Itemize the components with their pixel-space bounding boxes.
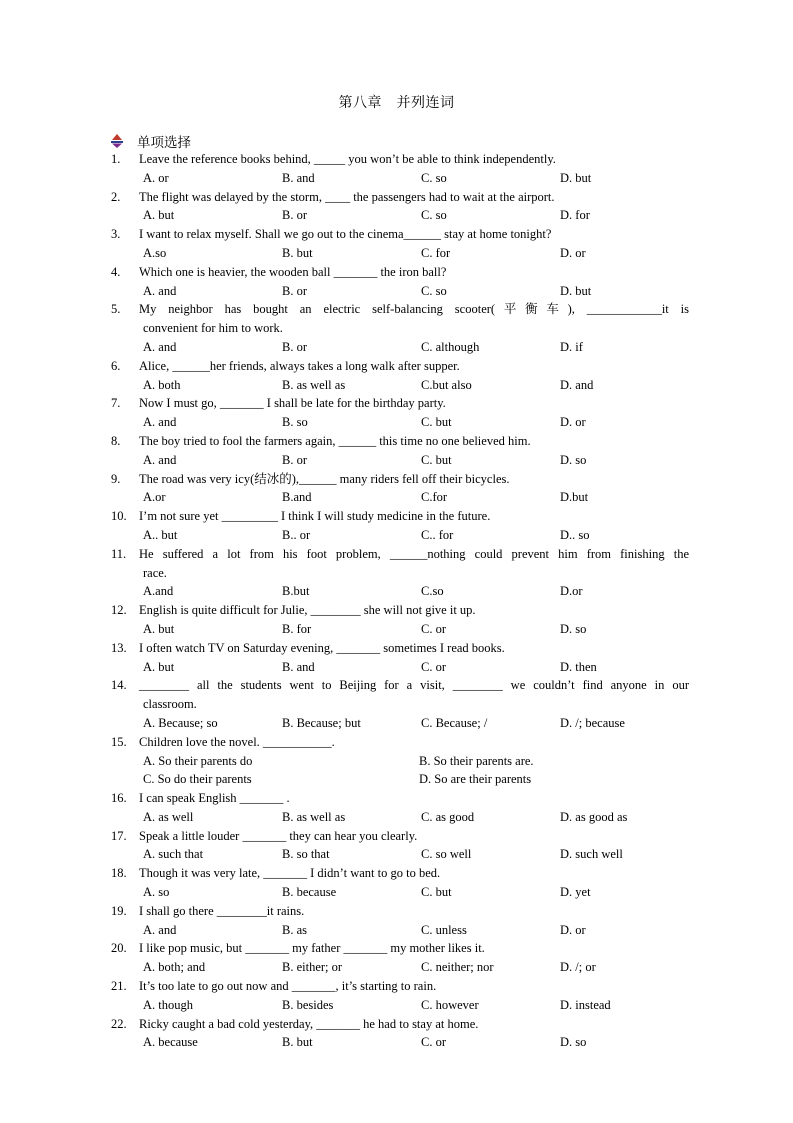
bullet-arrow-icon (111, 134, 123, 148)
answer-option: C. so (421, 208, 447, 223)
question-text: The flight was delayed by the storm, ____ the passengers had to wait at the airport. (139, 189, 555, 204)
question-text: I often watch TV on Saturday evening, _______ sometimes I read books. (139, 640, 505, 655)
question-row (111, 827, 689, 846)
question-number: 14. (111, 678, 127, 693)
answer-option: C.for (421, 490, 448, 505)
question-number: 2. (111, 189, 121, 204)
answer-option: B. because (282, 885, 337, 900)
question-number: 9. (111, 471, 121, 486)
question-row (111, 639, 689, 658)
question-number: 4. (111, 264, 121, 279)
answer-option: B. or (282, 208, 307, 223)
question-item (111, 902, 689, 940)
question-text-continued: convenient for him to work. (143, 321, 283, 336)
answer-option: A. because (143, 1035, 198, 1050)
answer-option: B. either; or (282, 960, 343, 975)
question-number: 6. (111, 358, 121, 373)
answer-option: B. and (282, 170, 315, 185)
answer-option: D.but (560, 490, 589, 505)
question-number: 1. (111, 152, 121, 166)
options-row (111, 1033, 689, 1052)
answer-option: D. so (560, 1035, 587, 1050)
question-item (111, 470, 689, 508)
answer-option: D. as good as (560, 809, 628, 824)
answer-option: D. yet (560, 885, 591, 900)
answer-option: C. but (421, 415, 452, 430)
question-text: The boy tried to fool the farmers again, ______ this time no one believed him. (139, 433, 531, 448)
answer-option: B. but (282, 245, 313, 260)
question-row (111, 150, 689, 169)
answer-option: A. Because; so (143, 715, 218, 730)
question-text: Leave the reference books behind, _____ you won’t be able to think independently. (139, 152, 556, 166)
answer-option: D. So are their parents (419, 772, 532, 787)
answer-option: D. /; because (560, 715, 625, 730)
question-item (111, 1015, 689, 1053)
answer-option: D. instead (560, 997, 611, 1012)
answer-option: C. so well (421, 847, 472, 862)
question-row (111, 864, 689, 883)
question-item (111, 357, 689, 395)
answer-option: D. and (560, 377, 594, 392)
answer-option: B.and (282, 490, 312, 505)
question-item (111, 225, 689, 263)
options-row (111, 413, 689, 432)
question-item (111, 432, 689, 470)
answer-option: C. So do their parents (143, 772, 252, 787)
question-row (111, 902, 689, 921)
question-text: Alice, ______her friends, always takes a long walk after supper. (139, 358, 460, 373)
question-row (111, 357, 689, 376)
answer-option: B. So their parents are. (419, 753, 534, 768)
answer-option: D. but (560, 170, 592, 185)
question-row (111, 394, 689, 413)
question-text: Which one is heavier, the wooden ball _______ the iron ball? (139, 264, 447, 279)
answer-option: C. Because; / (421, 715, 488, 730)
question-item (111, 639, 689, 677)
answer-option: A. but (143, 621, 175, 636)
question-text: ________ all the students went to Beijing for a visit, ________ we couldn’t find anyone in our (139, 678, 689, 693)
question-text: Now I must go, _______ I shall be late for the birthday party. (139, 396, 446, 411)
answer-option: A. so (143, 885, 170, 900)
question-item (111, 789, 689, 827)
answer-option: B. besides (282, 997, 334, 1012)
answer-option: B. so that (282, 847, 330, 862)
answer-option: C. neither; nor (421, 960, 494, 975)
section-heading (111, 131, 191, 151)
answer-option: A. and (143, 339, 177, 354)
answer-option: B. Because; but (282, 715, 361, 730)
answer-option: A.so (143, 245, 167, 260)
options-row (111, 451, 689, 470)
question-row (111, 977, 689, 996)
question-number: 20. (111, 941, 127, 956)
question-item (111, 263, 689, 301)
answer-option: D. or (560, 245, 586, 260)
answer-option: D.or (560, 584, 583, 599)
question-text: My neighbor has bought an electric self-balancing scooter(平衡车), ____________it is (139, 302, 689, 317)
options-row (111, 488, 689, 507)
answer-option: C. but (421, 885, 452, 900)
question-item (111, 507, 689, 545)
options-row (111, 770, 689, 789)
question-item (111, 864, 689, 902)
options-row (111, 582, 689, 601)
question-text: Speak a little louder _______ they can hear you clearly. (139, 828, 418, 843)
question-row (111, 263, 689, 282)
answer-option: D. so (560, 452, 587, 467)
answer-option: B. or (282, 452, 307, 467)
answer-option: B. for (282, 621, 312, 636)
answer-option: B. and (282, 659, 315, 674)
question-number: 16. (111, 791, 127, 806)
question-item (111, 545, 689, 601)
options-row (111, 206, 689, 225)
question-text: Though it was very late, _______ I didn’t want to go to bed. (139, 866, 441, 881)
answer-option: C. or (421, 621, 446, 636)
answer-option: D. if (560, 339, 583, 354)
question-number: 17. (111, 828, 127, 843)
answer-option: C. so (421, 170, 447, 185)
question-item (111, 300, 689, 356)
question-text: He suffered a lot from his foot problem, ______nothing could prevent him from finishing the (139, 546, 689, 561)
question-item (111, 601, 689, 639)
answer-option: D. for (560, 208, 590, 223)
options-row (111, 996, 689, 1015)
question-text-continued: classroom. (143, 697, 197, 712)
question-list (111, 150, 689, 1052)
answer-option: A. and (143, 415, 177, 430)
answer-option: B. or (282, 339, 307, 354)
question-number: 22. (111, 1016, 127, 1031)
options-row (111, 244, 689, 263)
answer-option: C. so (421, 283, 447, 298)
answer-option: A. as well (143, 809, 194, 824)
options-row (111, 845, 689, 864)
options-row (111, 526, 689, 545)
question-row (111, 789, 689, 808)
options-row (111, 338, 689, 357)
options-row (111, 958, 689, 977)
page-title: 第八章 并列连词 (338, 96, 455, 111)
question-text: I’m not sure yet _________ I think I will study medicine in the future. (139, 509, 491, 524)
question-row (111, 601, 689, 620)
section-title: 单项选择 (137, 135, 191, 150)
answer-option: A. though (143, 997, 193, 1012)
question-number: 8. (111, 433, 121, 448)
question-text: I want to relax myself. Shall we go out to the cinema______ stay at home tonight? (139, 227, 552, 242)
question-number: 21. (111, 979, 127, 994)
question-number: 7. (111, 396, 121, 411)
answer-option: C. or (421, 659, 446, 674)
answer-option: B. as well as (282, 377, 346, 392)
question-row (111, 1015, 689, 1034)
answer-option: A. and (143, 922, 177, 937)
answer-option: B. or (282, 283, 307, 298)
question-row (111, 507, 689, 526)
answer-option: C.. for (421, 527, 454, 542)
answer-option: A. both (143, 377, 181, 392)
answer-option: B.. or (282, 527, 311, 542)
options-row (111, 169, 689, 188)
answer-option: A. and (143, 283, 177, 298)
answer-option: C. however (421, 997, 479, 1012)
question-text: Children love the novel. ___________. (139, 734, 335, 749)
question-text: Ricky caught a bad cold yesterday, _______ he had to stay at home. (139, 1016, 479, 1031)
question-row (111, 225, 689, 244)
question-item (111, 188, 689, 226)
options-row (111, 752, 689, 771)
answer-option: A. but (143, 208, 175, 223)
options-row (111, 282, 689, 301)
answer-option: D. or (560, 922, 586, 937)
question-row (111, 939, 689, 958)
answer-option: C.but also (421, 377, 472, 392)
answer-option: D. /; or (560, 960, 596, 975)
answer-option: C. although (421, 339, 480, 354)
question-text: I like pop music, but _______ my father _______ my mother likes it. (139, 941, 485, 956)
options-row (111, 658, 689, 677)
question-number: 5. (111, 302, 121, 317)
answer-option: A. such that (143, 847, 204, 862)
question-number: 3. (111, 227, 121, 242)
question-text: I shall go there ________it rains. (139, 903, 305, 918)
options-row (111, 620, 689, 639)
answer-option: B. so (282, 415, 308, 430)
answer-option: A. and (143, 452, 177, 467)
question-number: 10. (111, 509, 127, 524)
question-row (111, 470, 689, 489)
question-number: 12. (111, 603, 127, 618)
question-item (111, 733, 689, 789)
question-number: 11. (111, 546, 127, 561)
answer-option: C. but (421, 452, 452, 467)
answer-option: D. then (560, 659, 597, 674)
answer-option: D. but (560, 283, 592, 298)
question-text-continued: race. (143, 565, 167, 580)
question-item (111, 394, 689, 432)
question-item (111, 676, 689, 732)
question-text: It’s too late to go out now and _______, it’s starting to rain. (139, 979, 437, 994)
question-number: 19. (111, 903, 127, 918)
answer-option: A.and (143, 584, 174, 599)
question-text: English is quite difficult for Julie, ________ she will not give it up. (139, 603, 476, 618)
answer-option: C. or (421, 1035, 446, 1050)
answer-option: A. So their parents do (143, 753, 253, 768)
answer-option: B. but (282, 1035, 313, 1050)
options-row (111, 883, 689, 902)
answer-option: D. or (560, 415, 586, 430)
question-row (111, 432, 689, 451)
answer-option: B. as well as (282, 809, 346, 824)
question-item (111, 150, 689, 188)
options-row (111, 714, 689, 733)
question-row (111, 188, 689, 207)
question-number: 18. (111, 866, 127, 881)
question-row (111, 300, 689, 319)
answer-option: D.. so (560, 527, 590, 542)
answer-option: B. as (282, 922, 307, 937)
answer-option: A.or (143, 490, 166, 505)
answer-option: C. unless (421, 922, 467, 937)
question-number: 13. (111, 640, 127, 655)
question-row (111, 545, 689, 564)
answer-option: C. for (421, 245, 451, 260)
answer-option: A. but (143, 659, 175, 674)
answer-option: B.but (282, 584, 310, 599)
options-row (111, 376, 689, 395)
question-item (111, 977, 689, 1015)
answer-option: A. or (143, 170, 169, 185)
question-text: I can speak English _______ . (139, 791, 290, 806)
question-row (111, 676, 689, 695)
question-item (111, 827, 689, 865)
answer-option: D. so (560, 621, 587, 636)
answer-option: C.so (421, 584, 444, 599)
answer-option: C. as good (421, 809, 475, 824)
answer-option: A.. but (143, 527, 178, 542)
question-item (111, 939, 689, 977)
options-row (111, 808, 689, 827)
answer-option: A. both; and (143, 960, 206, 975)
question-number: 15. (111, 734, 127, 749)
answer-option: D. such well (560, 847, 623, 862)
options-row (111, 921, 689, 940)
question-row (111, 733, 689, 752)
question-text: The road was very icy(结冰的),______ many riders fell off their bicycles. (139, 471, 510, 486)
